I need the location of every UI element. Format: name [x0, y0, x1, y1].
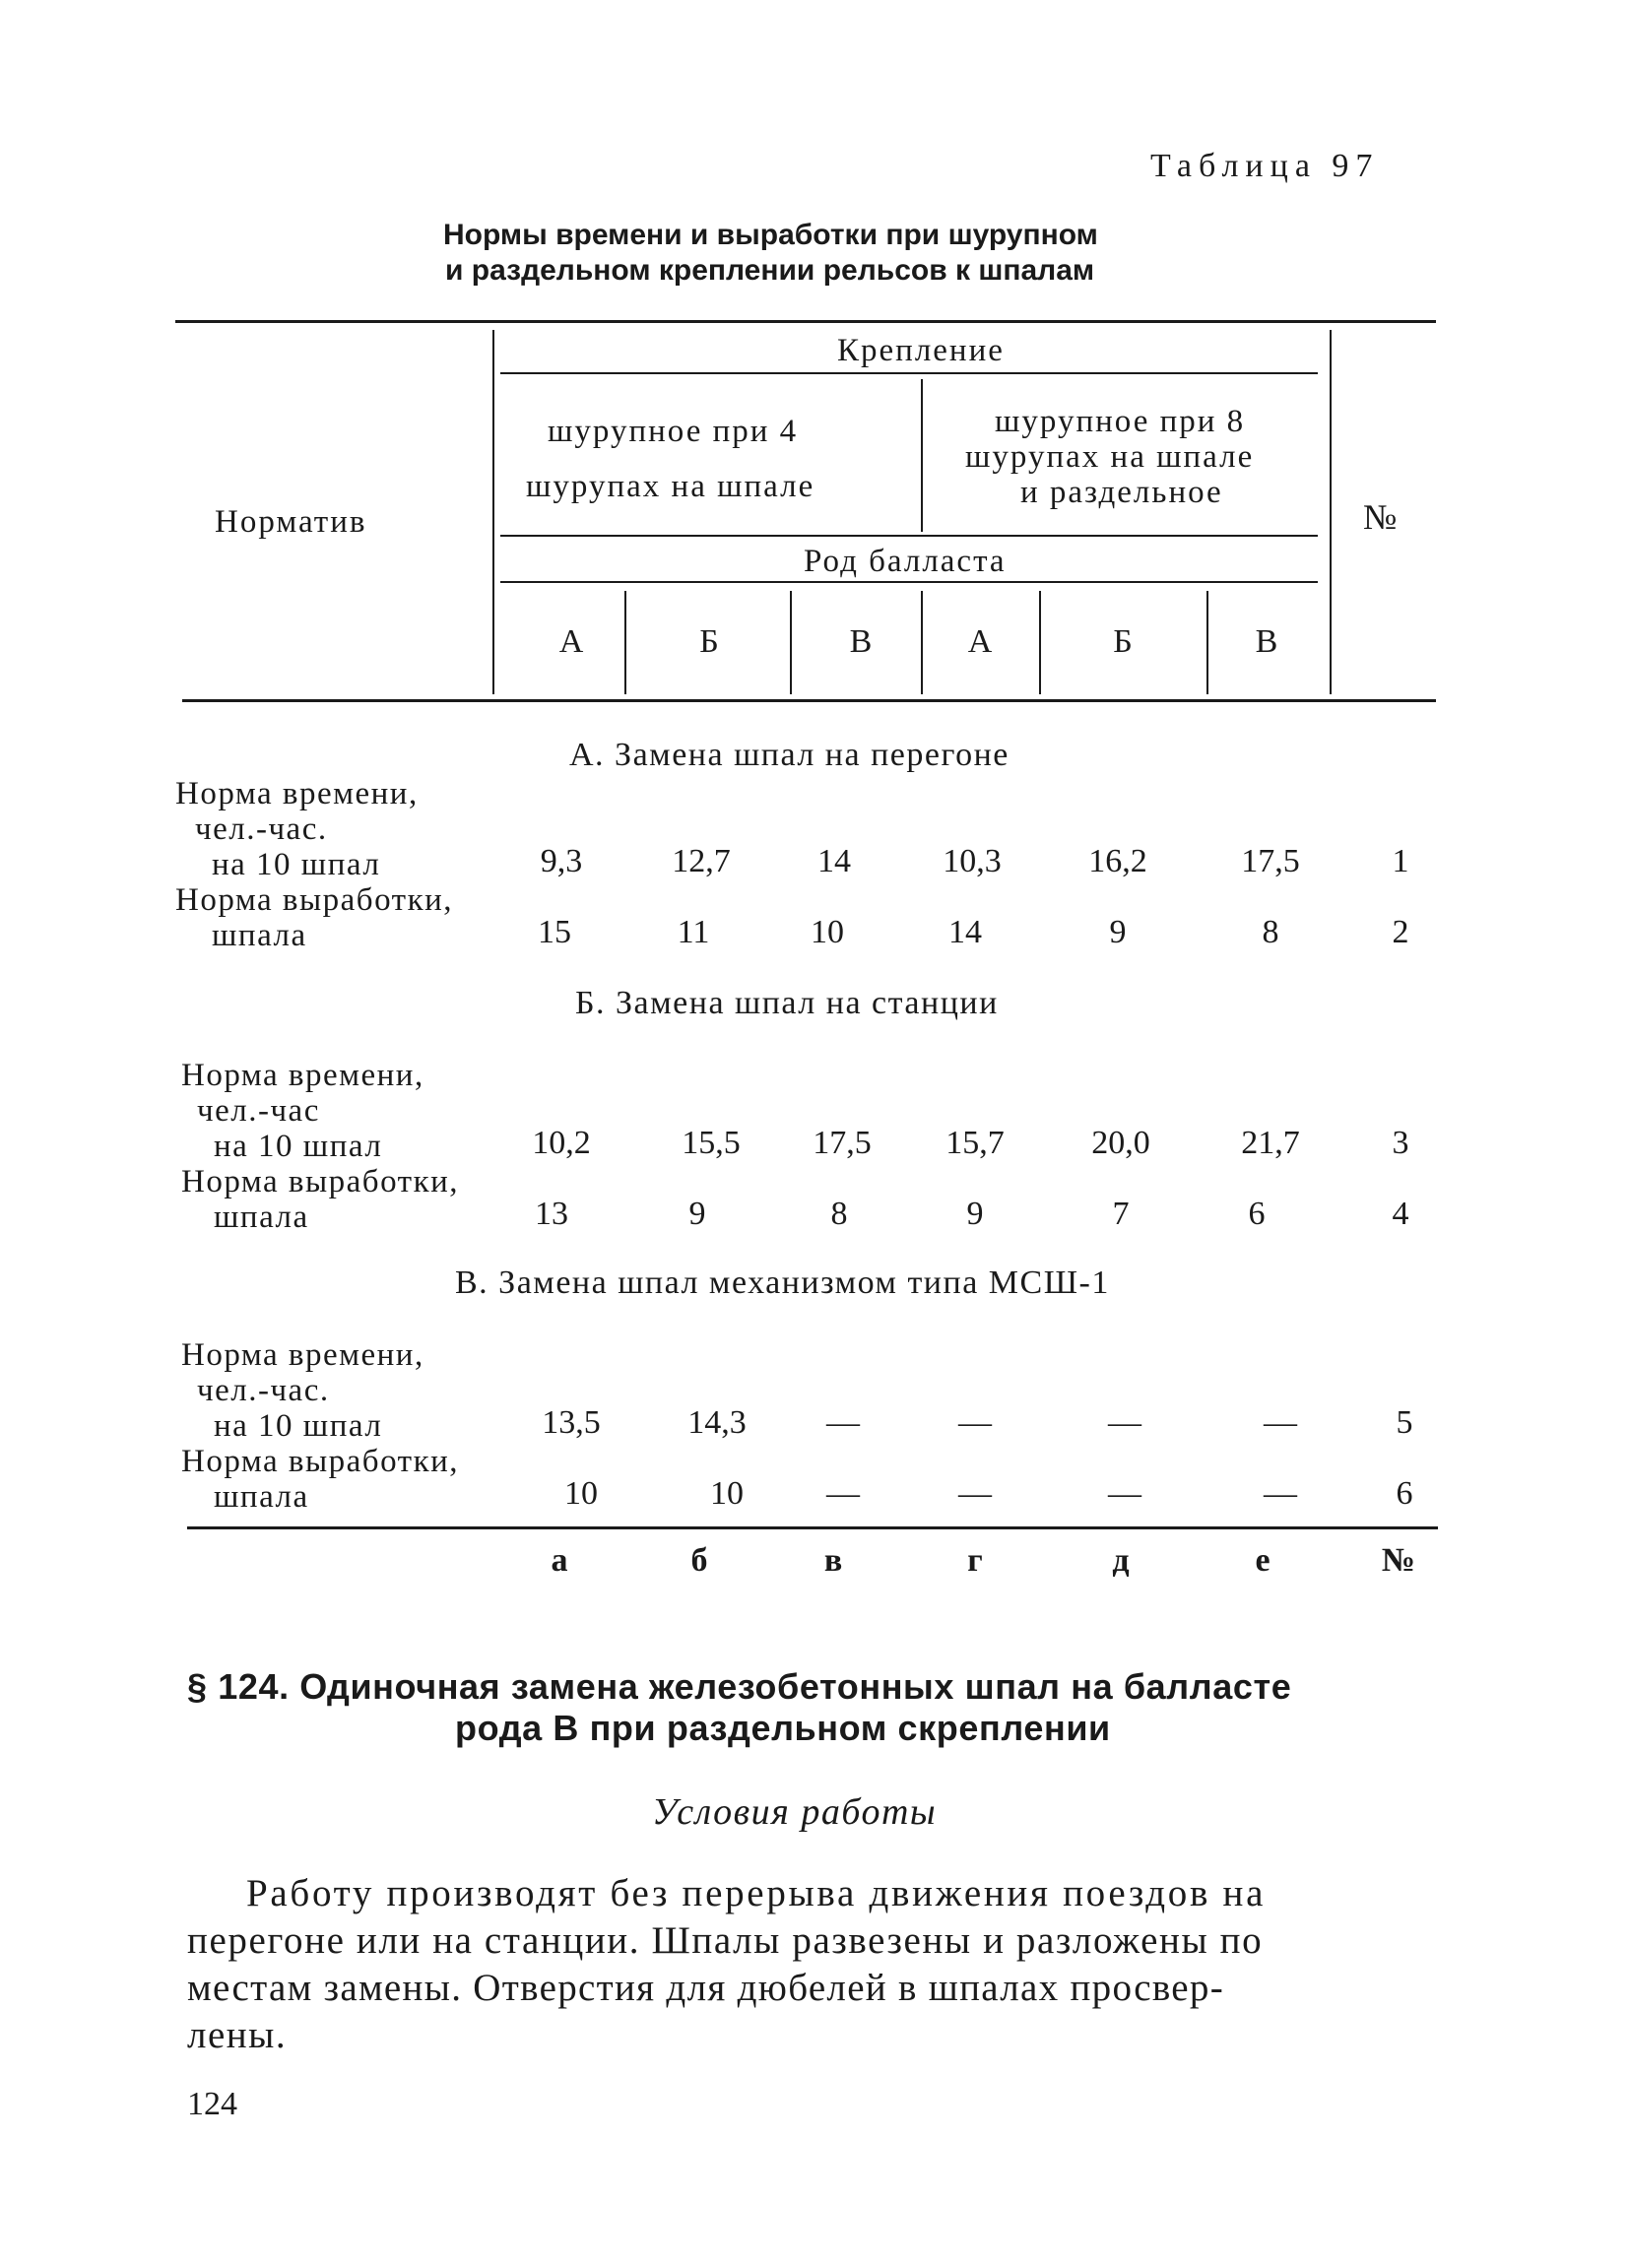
row-2-val-a: 15	[538, 914, 571, 950]
row-1-label-line1: Норма времени,	[175, 776, 419, 811]
group2-line3: и раздельное	[1020, 475, 1223, 510]
row-3-val-d: 20,0	[1091, 1125, 1150, 1161]
footer-code-a: а	[551, 1542, 568, 1579]
body-line-1: Работу производят без перерыва движения поездов на	[246, 1872, 1267, 1914]
row-5-label-line1: Норма времени,	[181, 1337, 424, 1373]
row-6-val-a: 10	[564, 1475, 598, 1512]
row-5-val-v: —	[826, 1404, 860, 1441]
row-6-label-line1: Норма выработки,	[181, 1444, 460, 1479]
group1-line1: шурупное при 4	[548, 414, 799, 449]
table-number: Таблица 97	[1150, 148, 1380, 184]
row-2-val-e: 8	[1262, 914, 1279, 950]
row-2-label-line1: Норма выработки,	[175, 882, 454, 918]
row-1-val-a: 9,3	[540, 843, 583, 879]
row-3-no: 3	[1392, 1125, 1409, 1161]
body-line-4: лены.	[187, 2014, 288, 2056]
row-3-val-a: 10,2	[532, 1125, 591, 1161]
group-divider	[921, 379, 923, 532]
table-title-line2: и раздельном креплении рельсов к шпалам	[445, 254, 1095, 287]
row-1-val-b: 12,7	[672, 843, 731, 879]
table-right-divider	[1330, 330, 1332, 694]
paragraph-heading-line2: рода В при раздельном скреплении	[455, 1708, 1111, 1748]
header-bottom-rule	[182, 699, 1436, 702]
footer-code-e: е	[1255, 1542, 1271, 1579]
row-1-label-line3: на 10 шпал	[212, 847, 381, 882]
row-4-val-v: 8	[830, 1196, 848, 1232]
section-title-b: Б. Замена шпал на станции	[575, 985, 999, 1021]
footer-code-d: д	[1112, 1542, 1130, 1579]
col-divider-2	[790, 591, 792, 694]
number-header: №	[1363, 497, 1400, 537]
ballast-header: Род балласта	[804, 544, 1007, 579]
row-5-val-d: —	[1108, 1404, 1141, 1441]
normative-header: Норматив	[215, 504, 367, 540]
row-5-val-b: 14,3	[687, 1404, 747, 1441]
table-bottom-rule	[187, 1526, 1438, 1529]
footer-code-g: г	[967, 1542, 983, 1579]
group2-line1: шурупное при 8	[995, 404, 1246, 439]
row-2-val-g: 14	[948, 914, 982, 950]
row-4-val-a: 13	[535, 1196, 568, 1232]
row-5-label-line3: на 10 шпал	[214, 1408, 383, 1444]
row-3-label-line2: чел.-час	[197, 1093, 320, 1129]
row-4-label-line1: Норма выработки,	[181, 1164, 460, 1199]
row-3-val-v: 17,5	[813, 1125, 872, 1161]
row-2-label-line2: шпала	[212, 918, 307, 953]
row-2-val-d: 9	[1109, 914, 1127, 950]
row-2-val-b: 11	[677, 914, 710, 950]
row-4-val-b: 9	[688, 1196, 706, 1232]
fastening-rule	[500, 372, 1318, 374]
ballast-col-6: В	[1255, 623, 1278, 660]
row-6-no: 6	[1396, 1475, 1413, 1512]
footer-code-no: №	[1381, 1542, 1416, 1579]
row-1-val-v: 14	[817, 843, 851, 879]
row-1-label-line2: чел.-час.	[195, 811, 328, 847]
row-3-val-g: 15,7	[945, 1125, 1005, 1161]
table-top-rule	[175, 320, 1436, 323]
row-5-label-line2: чел.-час.	[197, 1373, 330, 1408]
row-6-val-b: 10	[710, 1475, 744, 1512]
row-4-val-d: 7	[1112, 1196, 1130, 1232]
group2-line2: шурупах на шпале	[965, 439, 1255, 475]
ballast-col-2: Б	[699, 623, 719, 660]
group-rule	[500, 535, 1318, 537]
table-left-divider	[492, 330, 494, 694]
row-4-val-e: 6	[1248, 1196, 1266, 1232]
row-2-val-v: 10	[811, 914, 844, 950]
body-line-2: перегоне или на станции. Шпалы развезены и разложены по	[187, 1919, 1264, 1962]
row-4-val-g: 9	[966, 1196, 984, 1232]
row-3-label-line1: Норма времени,	[181, 1058, 424, 1093]
group1-line2: шурупах на шпале	[526, 469, 815, 504]
ballast-col-1: А	[558, 623, 584, 660]
section-title-a: А. Замена шпал на перегоне	[569, 737, 1010, 773]
row-1-val-e: 17,5	[1241, 843, 1300, 879]
row-6-val-d: —	[1108, 1475, 1141, 1512]
ballast-col-5: Б	[1113, 623, 1133, 660]
row-6-val-g: —	[958, 1475, 992, 1512]
row-3-val-e: 21,7	[1241, 1125, 1300, 1161]
row-5-no: 5	[1396, 1404, 1413, 1441]
ballast-rule	[500, 581, 1318, 583]
row-3-label-line3: на 10 шпал	[214, 1129, 383, 1164]
footer-code-b: б	[690, 1542, 708, 1579]
row-1-val-d: 16,2	[1088, 843, 1147, 879]
page-number: 124	[187, 2086, 237, 2122]
section-title-v: В. Замена шпал механизмом типа МСШ-1	[455, 1264, 1110, 1301]
row-4-no: 4	[1392, 1196, 1409, 1232]
col-divider-4	[1039, 591, 1041, 694]
row-3-val-b: 15,5	[682, 1125, 741, 1161]
ballast-col-4: А	[967, 623, 993, 660]
row-6-val-e: —	[1264, 1475, 1297, 1512]
row-5-val-a: 13,5	[542, 1404, 601, 1441]
row-2-no: 2	[1392, 914, 1409, 950]
footer-code-v: в	[823, 1542, 843, 1579]
body-line-3: местам замены. Отверстия для дюбелей в шпалах просвер-	[187, 1967, 1225, 2009]
row-5-val-g: —	[958, 1404, 992, 1441]
fastening-header: Крепление	[837, 333, 1005, 368]
paragraph-heading-line1: § 124. Одиночная замена железобетонных шпал на балласте	[187, 1666, 1292, 1707]
row-4-label-line2: шпала	[214, 1199, 309, 1235]
ballast-col-3: В	[849, 623, 873, 660]
row-1-no: 1	[1392, 843, 1409, 879]
row-1-val-g: 10,3	[943, 843, 1002, 879]
subheading: Условия работы	[652, 1791, 938, 1833]
row-6-val-v: —	[826, 1475, 860, 1512]
table-title-line1: Нормы времени и выработки при шурупном	[443, 219, 1098, 251]
row-5-val-e: —	[1264, 1404, 1297, 1441]
row-6-label-line2: шпала	[214, 1479, 309, 1515]
